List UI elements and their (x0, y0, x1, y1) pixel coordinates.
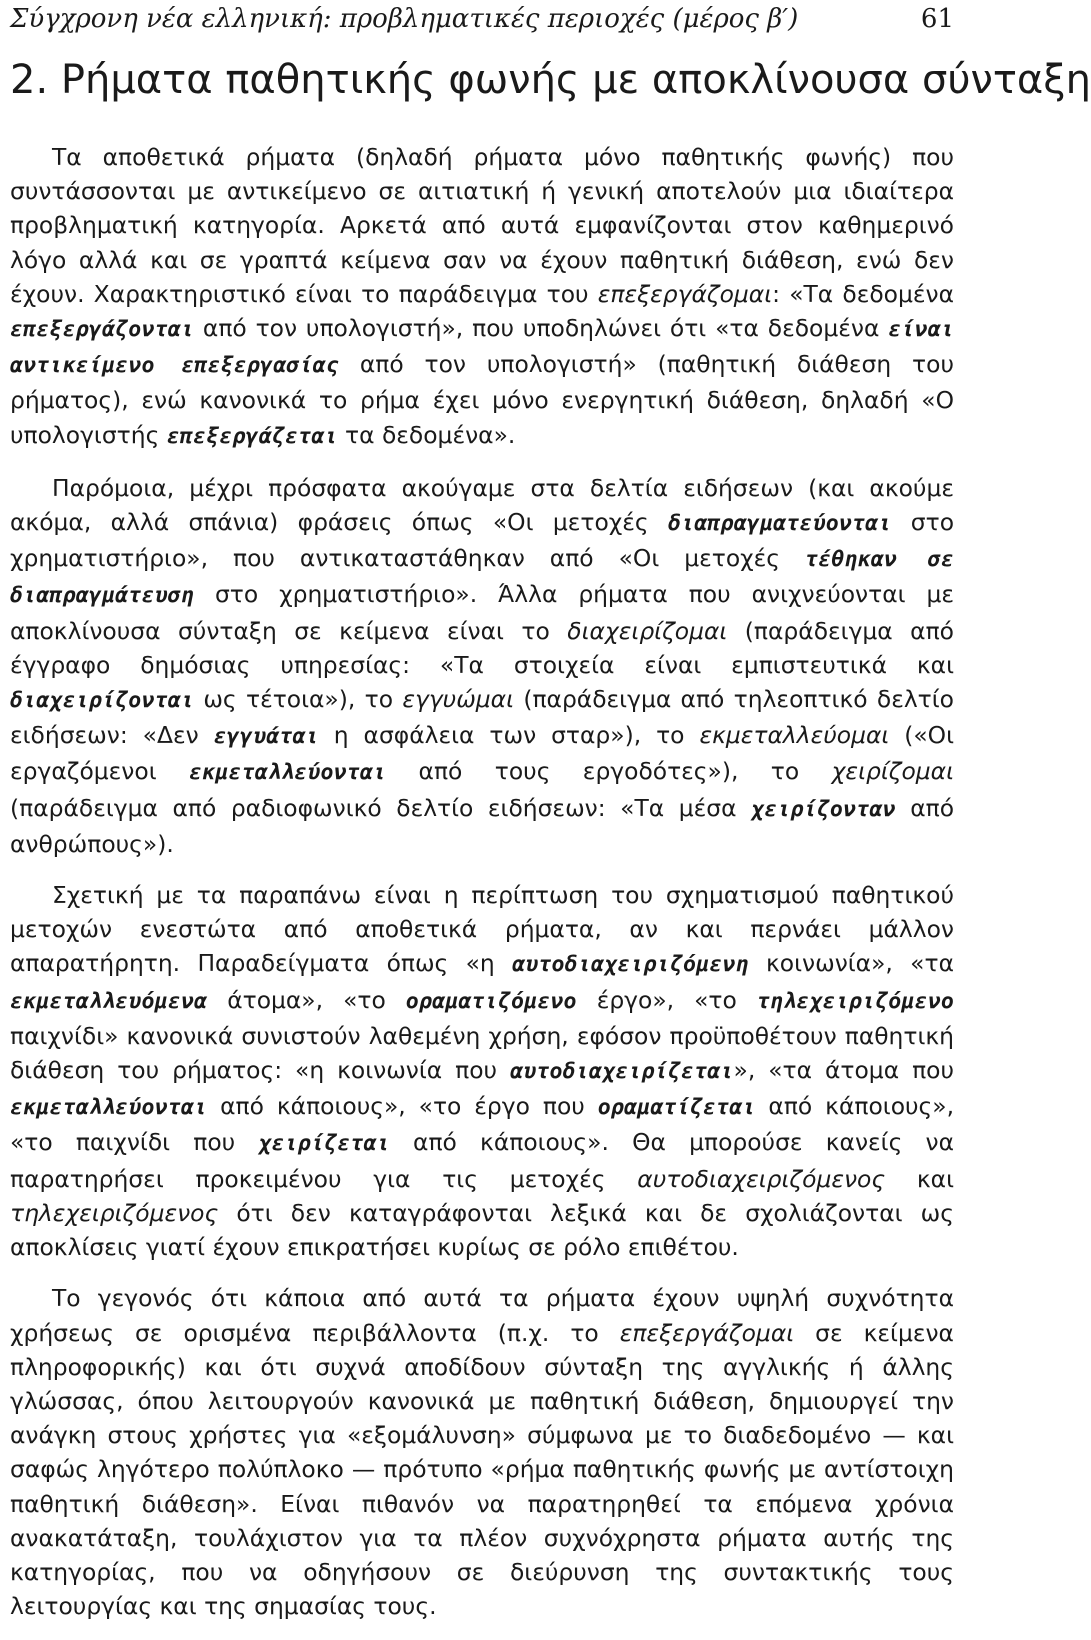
running-title: Σύγχρονη νέα ελληνική: προβληματικές περιοχές (μέρος β′) (10, 4, 799, 34)
text-run: η ασφάλεια των σταρ»), το (318, 721, 700, 750)
text-run: κοινωνία», «τα (748, 949, 954, 978)
emphasized-term: επεξεργάζονται (10, 317, 195, 343)
page-number: 61 (920, 4, 954, 34)
text-run: και (885, 1164, 954, 1193)
running-header (10, 0, 954, 42)
italic-term: επεξεργάζομαι (619, 1318, 795, 1347)
emphasized-term: οραματίζεται (597, 1095, 756, 1121)
emphasized-term: επεξεργάζεται (166, 423, 338, 449)
emphasized-term: αυτοδιαχειρίζεται (510, 1059, 734, 1085)
text-run: τα δεδομένα». (337, 420, 516, 449)
emphasized-term: εκμεταλλευόμενα (10, 988, 208, 1014)
text-run: (παράδειγμα από τηλεοπτικό δελτίο ειδήσεων: «Δεν (10, 685, 954, 750)
emphasized-term: διαχειρίζονται (10, 688, 195, 714)
emphasized-term: χειρίζονταν (751, 796, 896, 822)
text-run: («Οι εργαζόμενοι (10, 721, 954, 786)
emphasized-term: τέθηκαν σε διαπραγμάτευση (10, 547, 954, 609)
text-run: ως τέτοια»), το (194, 685, 403, 714)
text-run: (παράδειγμα από έγγραφο δημόσιας υπηρεσίας: «Τα στοιχεία είναι εμπιστευτικά και (10, 616, 954, 679)
text-run: από κάποιους», «το έργο που (207, 1092, 598, 1121)
italic-term: διαχειρίζομαι (567, 616, 728, 645)
paragraph (10, 471, 954, 861)
emphasized-term: εγγυάται (213, 724, 319, 750)
text-run: από τον υπολογιστή», που υποδηλώνει ότι «τα δεδομένα (194, 314, 889, 343)
italic-term: χειρίζομαι (831, 757, 954, 786)
text-run: άτομα», «το (207, 985, 406, 1014)
emphasized-term: εκμεταλλεύονται (10, 1095, 208, 1121)
text-run: στο χρηματιστήριο», που αντικαταστάθηκαν από «Οι μετοχές (10, 508, 954, 573)
emphasized-term: οραματιζόμενο (405, 988, 577, 1014)
text-run: στο χρηματιστήριο». Άλλα ρήματα που ανιχνεύονται με αποκλίνουσα σύνταξη σε κείμενα είναι το (10, 580, 954, 645)
text-run: Τα αποθετικά ρήματα (δηλαδή ρήματα μόνο παθητικής φωνής) που συντάσσονται με αντικείμενο σε αιτιατική ή γενική αποτελούν μια ιδιαίτερα προβληματική κατηγορία. Αρκετά από αυτά εμφανίζονται στον καθημερινό λόγο αλλά και σε γραπτά κείμενα σαν να έχουν παθητική διάθεση, ενώ δεν έχουν. Χαρακτηριστικό είναι το παράδειγμα του (10, 143, 954, 308)
italic-term: τηλεχειριζόμενος (10, 1198, 219, 1227)
text-run: : «Τα δεδομένα (772, 279, 954, 308)
italic-term: εγγυώμαι (402, 685, 515, 714)
text-run: από τους εργοδότες»), το (386, 757, 832, 786)
emphasized-term: διαπραγματεύονται (667, 511, 892, 537)
italic-term: εκμεταλλεύομαι (699, 721, 890, 750)
emphasized-term: χειρίζεται (258, 1131, 390, 1157)
paragraph (10, 140, 954, 454)
paragraph (10, 878, 954, 1264)
text-run: Το γεγονός ότι κάποια από αυτά τα ρήματα έχουν υψηλή συχνότητα χρήσεως σε ορισμένα περιβάλλοντα (π.χ. το (10, 1284, 954, 1347)
italic-term: αυτοδιαχειριζόμενος (637, 1164, 886, 1193)
emphasized-term: είναι αντικείμενο επεξεργασίας (10, 317, 954, 379)
emphasized-term: αυτοδιαχειριζόμενη (512, 952, 749, 978)
emphasized-term: τηλεχειριζόμενο (756, 988, 954, 1014)
text-run: ότι δεν καταγράφονται λεξικά και δε σχολιάζονται ως αποκλίσεις γιατί έχουν επικρατήσει κυρίως σε ρόλο επιθέτου. (10, 1198, 954, 1262)
emphasized-term: εκμεταλλεύονται (189, 760, 387, 786)
text-run: από κάποιους», «το παιχνίδι που (10, 1092, 955, 1157)
text-run: Σχετική με τα παραπάνω είναι η περίπτωση του σχηματισμού παθητικού μετοχών ενεστώτα από αποθετικά ρήματα, αν και περνάει μάλλον απαρατήρητη. Παραδείγματα όπως «η (10, 881, 954, 978)
text-run: από τον υπολογιστή» (παθητική διάθεση του ρήματος), ενώ κανονικά το ρήμα έχει μόνο ενεργητική διάθεση, δηλαδή «Ο υπολογιστής (10, 350, 954, 449)
text-run: από ανθρώπους»). (10, 793, 955, 858)
italic-term: επεξεργάζομαι (597, 279, 773, 308)
text-run: σε κείμενα πληροφορικής) και ότι συχνά αποδίδουν σύνταξη της αγγλικής ή άλλης γλώσσας, όπου λειτουργούν κανονικά με παθητική διάθεση, δημιουργεί την ανάγκη στους χρήστες για «εξομάλυνση» σύμφωνα με το διαδεδομένο — και σαφώς ληγότερο πολύπλοκο — πρότυπο «ρήμα παθητικής φωνής με αντίστοιχη παθητική διάθεση». Είναι πιθανόν να παρατηρηθεί τα επόμενα χρόνια ανακατάταξη, τουλάχιστον για τα πλέον συχνόχρηστα ρήματα αυτής της κατηγορίας, που να οδηγήσουν σε διεύρυνση της συντακτικής τους λειτουργίας και της σημασίας τους. (10, 1318, 954, 1621)
body-text (10, 140, 954, 1640)
section-heading: 2. Ρήματα παθητικής φωνής με αποκλίνουσα σύνταξη (10, 57, 1091, 103)
text-run: από κάποιους». Θα μπορούσε κανείς να παρατηρήσει προκειμένου για τις μετοχές (10, 1128, 954, 1193)
text-run: Παρόμοια, μέχρι πρόσφατα ακούγαμε στα δελτία ειδήσεων (και ακούμε ακόμα, αλλά σπάνια) φράσεις όπως «Οι μετοχές (10, 473, 954, 537)
paragraph (10, 1281, 954, 1623)
text-run: (παράδειγμα από ραδιοφωνικό δελτίο ειδήσεων: «Τα μέσα (10, 793, 752, 822)
text-run: », «τα άτομα που (733, 1056, 955, 1085)
text-run: παιχνίδι» κανονικά συνιστούν λαθεμένη χρήση, εφόσον προϋποθέτουν παθητική διάθεση του ρήματος: «η κοινωνία που (10, 1021, 954, 1085)
text-run: έργο», «το (576, 985, 757, 1014)
